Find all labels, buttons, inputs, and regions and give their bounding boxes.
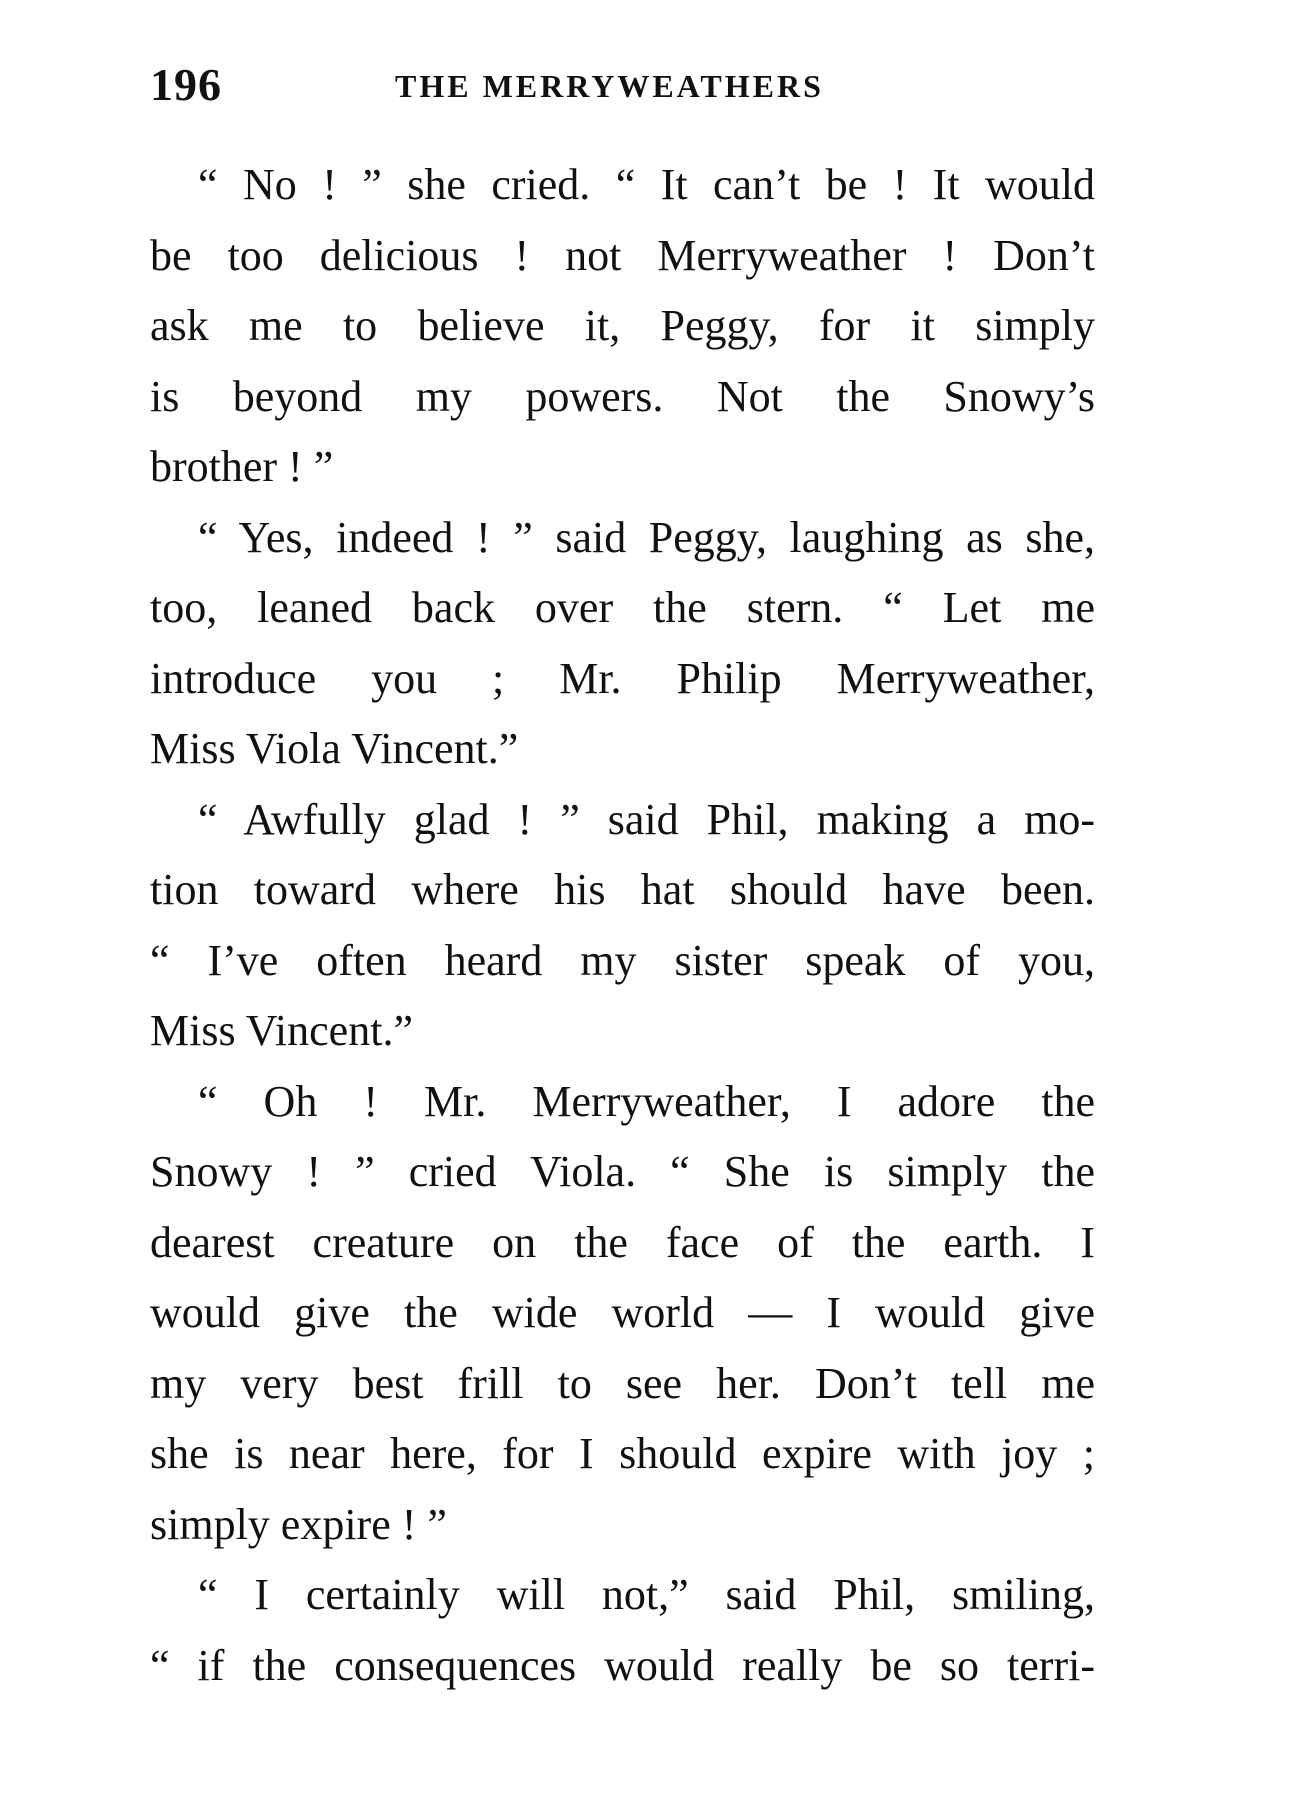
paragraph-5 xyxy=(150,1560,1095,1701)
text-line: “ I’ve often heard my sister speak of you, xyxy=(150,935,1095,985)
text-line: is beyond my powers. Not the Snowy’s xyxy=(150,371,1095,421)
text-line: my very best frill to see her. Don’t tell me xyxy=(150,1358,1095,1408)
paragraph-1 xyxy=(150,150,1095,503)
body-text xyxy=(150,150,1095,1701)
text-line: “ No ! ” she cried. “ It can’t be ! It would xyxy=(198,160,1095,209)
text-line: “ Oh ! Mr. Merryweather, I adore the xyxy=(198,1076,1095,1126)
book-title: THE MERRYWEATHERS xyxy=(395,68,824,104)
text-line: “ if the consequences would really be so terri- xyxy=(150,1640,1095,1690)
text-line: “ I certainly will not,” said Phil, smiling, xyxy=(198,1570,1095,1619)
text-line: she is near here, for I should expire with joy ; xyxy=(150,1429,1095,1478)
text-line: tion toward where his hat should have been. xyxy=(150,865,1095,914)
text-line: Snowy ! ” cried Viola. “ She is simply the xyxy=(150,1147,1095,1196)
text-line: ask me to believe it, Peggy, for it simply xyxy=(150,301,1095,350)
running-head xyxy=(150,58,1090,118)
text-line: Miss Vincent.” xyxy=(150,1006,413,1055)
page-number: 196 xyxy=(150,59,222,110)
text-line: “ Yes, indeed ! ” said Peggy, laughing as she, xyxy=(198,512,1095,562)
text-line: be too delicious ! not Merryweather ! Don’t xyxy=(150,230,1095,280)
text-line: too, leaned back over the stern. “ Let me xyxy=(150,583,1095,632)
text-line: simply expire ! ” xyxy=(150,1499,447,1549)
paragraph-4 xyxy=(150,1067,1095,1561)
text-line: Miss Viola Vincent.” xyxy=(150,724,519,773)
paragraph-3 xyxy=(150,785,1095,1067)
text-line: brother ! ” xyxy=(150,442,334,491)
paragraph-2 xyxy=(150,503,1095,785)
text-line: would give the wide world — I would give xyxy=(150,1288,1095,1337)
text-line: introduce you ; Mr. Philip Merryweather, xyxy=(150,653,1095,703)
text-line: dearest creature on the face of the earth. I xyxy=(150,1217,1095,1267)
text-line: “ Awfully glad ! ” said Phil, making a mo- xyxy=(198,794,1095,844)
